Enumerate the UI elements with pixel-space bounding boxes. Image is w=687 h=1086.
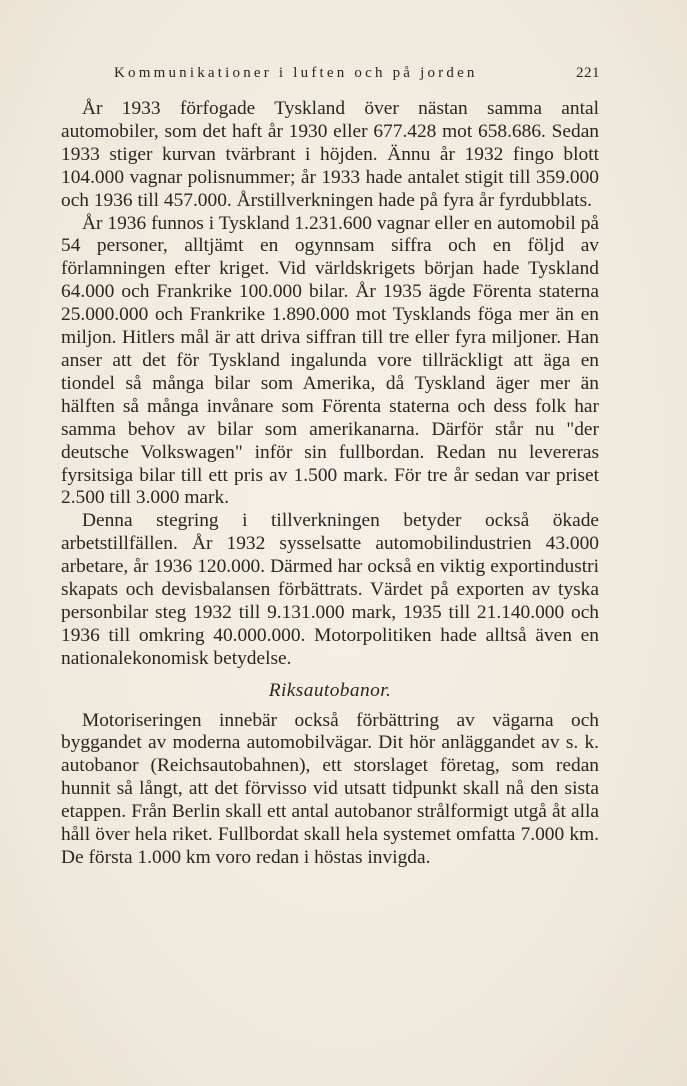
paragraph: Motoriseringen innebär också förbättring av vägarna och byggandet av moderna automobilvägar. Dit hör anläggandet av s. k. autobanor (Reichsautobahnen), ett storslaget företag, som redan hunnit så långt, att det förvisso vid utsatt tidpunkt skall nå den sista etappen. Från Berlin skall ett antal autobanor strålformigt utgå åt alla håll över hela riket. Fullbordat skall hela systemet omfatta 7.000 km. De första 1.000 km voro redan i höstas invigda. (61, 709, 599, 868)
page-number: 221 (576, 65, 600, 81)
paragraph: År 1933 förfogade Tyskland över nästan samma antal automobiler, som det haft år 1930 eller 677.428 mot 658.686. Sedan 1933 stiger kurvan tvärbrant i höjden. Ännu år 1932 fingo blott 104.000 vagnar polisnummer; år 1933 hade antalet stigit till 359.000 och 1936 till 457.000. Årstillverkningen hade på fyra år fyrdubblats. (61, 98, 599, 211)
section-heading: Riksautobanor. (268, 679, 392, 701)
running-head-title: Kommunikationer i luften och på jorden (114, 65, 478, 81)
paragraph: Denna stegring i tillverkningen betyder också ökade arbetstillfällen. År 1932 sysselsatte automobilindustrien 43.000 arbetare, år 1936 120.000. Därmed har också en viktig exportindustri skapats och devisbalansen förbättrats. Värdet på exporten av tyska personbilar steg 1932 till 9.131.000 mark, 1935 till 21.140.000 och 1936 till omkring 40.000.000. Motorpolitiken hade alltså även en nationalekonomisk betydelse. (61, 510, 599, 669)
body-text (61, 98, 599, 870)
paragraph: År 1936 funnos i Tyskland 1.231.600 vagnar eller en automobil på 54 personer, alltjämt en ogynnsam siffra och en följd av förlamningen efter kriget. Vid världskrigets början hade Tyskland 64.000 och Frankrike 100.000 bilar. År 1935 ägde Förenta staterna 25.000.000 och Frankrike 1.890.000 mot Tysklands föga mer än en miljon. Hitlers mål är att driva siffran till tre eller fyra miljoner. Han anser att det för Tyskland ingalunda vore tillräckligt att äga en tiondel så många bilar som Amerika, då Tyskland äger mer än hälften så många invånare som Förenta staterna och dess folk har samma behov av bilar som amerikanarna. Därför står nu "der deutsche Volkswagen" inför sin fullbordan. Redan nu levereras fyrsitsiga bilar till ett pris av 1.500 mark. För tre år sedan var priset 2.500 till 3.000 mark. (61, 212, 599, 509)
running-head (114, 65, 600, 87)
